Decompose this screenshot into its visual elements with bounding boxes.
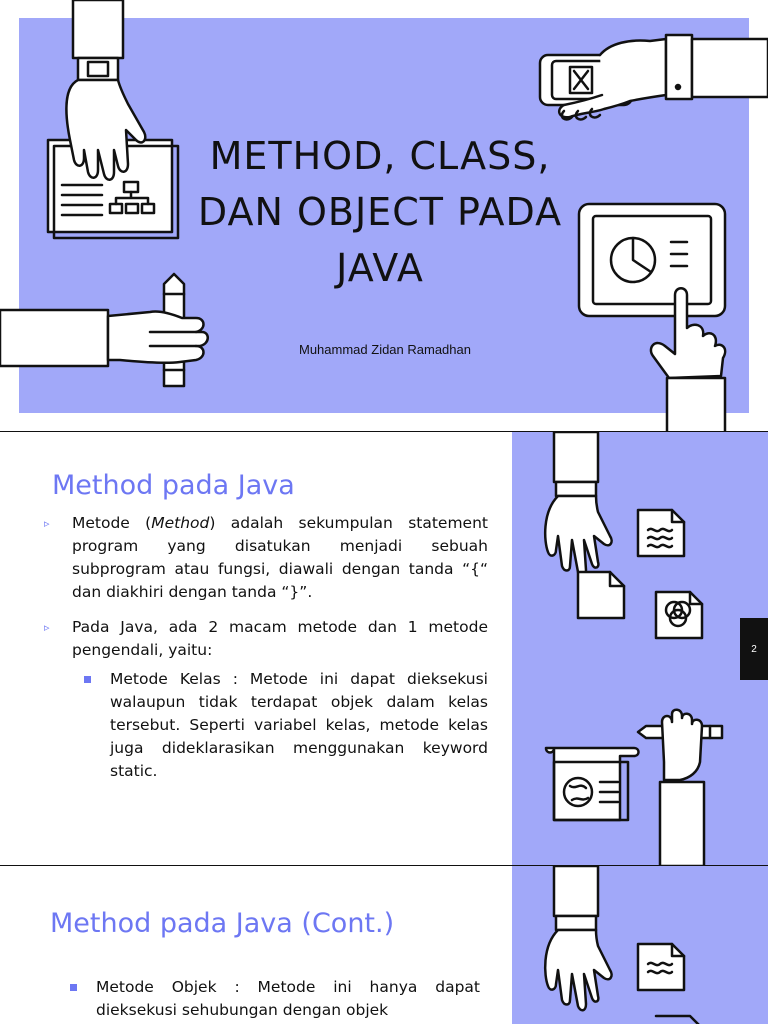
page-number-badge: 2	[740, 618, 768, 680]
sub-bullet-object-method: Metode Objek : Metode ini hanya dapat dieksekusi sehubungan dengan objek	[70, 976, 480, 1022]
bullet-method-types: ▹ Pada Java, ada 2 macam metode dan 1 metode pengendali, yaitu:	[44, 616, 488, 662]
side-illustration-cont	[540, 866, 740, 1024]
hand-with-phone-icon	[530, 25, 768, 125]
title-line-2: DAN OBJECT PADA	[197, 190, 563, 234]
sleeve-shape	[554, 432, 598, 482]
slide-heading: Method pada Java	[52, 470, 295, 501]
tablet-with-hand-icon	[575, 200, 735, 432]
blank-document-icon	[578, 572, 624, 618]
method-italic-term: Method	[151, 514, 210, 532]
title-line-1: METHOD, CLASS,	[209, 134, 551, 178]
document-icon	[638, 510, 684, 556]
title-line-3: JAVA	[336, 246, 424, 290]
side-illustration	[540, 432, 740, 866]
hand-with-watch-icon	[40, 0, 190, 245]
slide-heading: Method pada Java (Cont.)	[50, 908, 395, 939]
author-name: Muhammad Zidan Ramadhan	[299, 342, 471, 357]
method-cont-slide	[0, 866, 768, 1024]
slide-body	[44, 512, 488, 783]
slide-body	[70, 976, 480, 1022]
map-board-icon	[546, 748, 639, 820]
sub-bullet-class-method: Metode Kelas : Metode ini dapat dieksekusi walaupun tidak terdapat objek dalam kelas tersebut. Seperti variabel kelas, metode kelas juga dideklarasikan menggunakan keyword static.	[44, 668, 488, 783]
bullet-text-suffix: ) adalah sekumpulan statement program yang disatukan menjadi sebuah subprogram atau fungsi, diawali dengan tanda “{“ dan diakhiri dengan tanda “}”.	[72, 514, 488, 601]
document-icon	[638, 944, 684, 990]
title-slide	[0, 0, 768, 432]
method-slide	[0, 432, 768, 866]
presentation-title	[170, 128, 590, 296]
bullet-method-definition	[44, 512, 488, 604]
bullet-text-prefix: Metode (	[72, 514, 152, 532]
